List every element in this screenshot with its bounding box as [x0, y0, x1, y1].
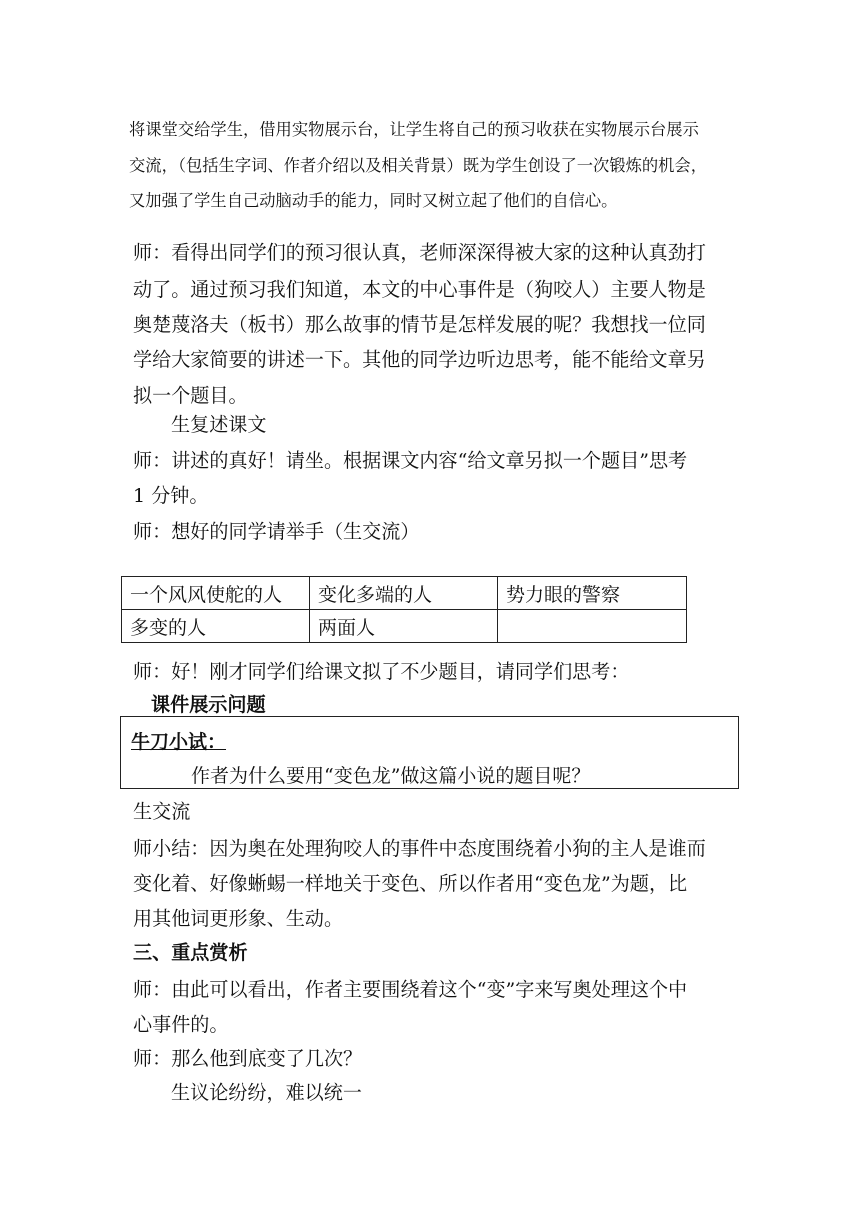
intro-line: 又加强了学生自己动脑动手的能力，同时又树立起了他们的自信心。 — [129, 191, 618, 210]
body-line: 师：看得出同学们的预习很认真，老师深深得被大家的这种认真劲打 — [133, 241, 706, 264]
body-line: 师小结：因为奥在处理狗咬人的事件中态度围绕着小狗的主人是谁而 — [133, 837, 706, 860]
table-cell: 变化多端的人 — [310, 577, 498, 610]
table-cell: 一个风风使舵的人 — [122, 577, 310, 610]
quiz-heading: 牛刀小试： — [131, 731, 227, 753]
body-line: 师：讲述的真好！请坐。根据课文内容“给文章另拟一个题目”思考 — [133, 449, 688, 472]
table-cell: 势力眼的警察 — [498, 577, 687, 610]
table-cell — [498, 610, 687, 643]
body-line: 师：好！刚才同学们给课文拟了不少题目，请同学们思考： — [133, 660, 630, 683]
body-line: 生交流 — [133, 800, 191, 823]
body-line: 学给大家简要的讲述一下。其他的同学边听边思考，能不能给文章另 — [133, 348, 706, 371]
quiz-question: 作者为什么要用“变色龙”做这篇小说的题目呢？ — [191, 765, 591, 787]
titles-table — [121, 576, 687, 643]
table-cell: 多变的人 — [122, 610, 310, 643]
body-line: 拟一个题目。 — [133, 384, 248, 407]
table-row — [122, 577, 687, 610]
retell-line: 生复述课文 — [171, 413, 267, 436]
intro-line: 将课堂交给学生，借用实物展示台，让学生将自己的预习收获在实物展示台展示 — [129, 120, 699, 139]
body-line: 用其他词更形象、生动。 — [133, 907, 344, 930]
table-row — [122, 610, 687, 643]
body-line: 奥楚蔑洛夫（板书）那么故事的情节是怎样发展的呢？我想找一位同 — [133, 313, 706, 336]
section-heading: 三、重点赏析 — [133, 941, 248, 964]
body-line: 师：由此可以看出，作者主要围绕着这个“变”字来写奥处理这个中 — [133, 978, 688, 1001]
body-line: 变化着、好像蜥蜴一样地关于变色、所以作者用“变色龙”为题，比 — [133, 872, 688, 895]
body-line: 动了。通过预习我们知道，本文的中心事件是（狗咬人）主要人物是 — [133, 278, 706, 301]
body-line: 心事件的。 — [133, 1013, 229, 1036]
body-line: 师：想好的同学请举手（生交流） — [133, 520, 420, 543]
body-line: 生议论纷纷，难以统一 — [171, 1081, 362, 1104]
table-cell: 两面人 — [310, 610, 498, 643]
intro-line: 交流，（包括生字词、作者介绍以及相关背景）既为学生创设了一次锻炼的机会， — [129, 156, 707, 175]
body-line: 师：那么他到底变了几次？ — [133, 1047, 363, 1070]
courseware-heading: 课件展示问题 — [151, 693, 266, 716]
body-line: 1 分钟。 — [133, 484, 209, 507]
quiz-box — [120, 716, 739, 789]
